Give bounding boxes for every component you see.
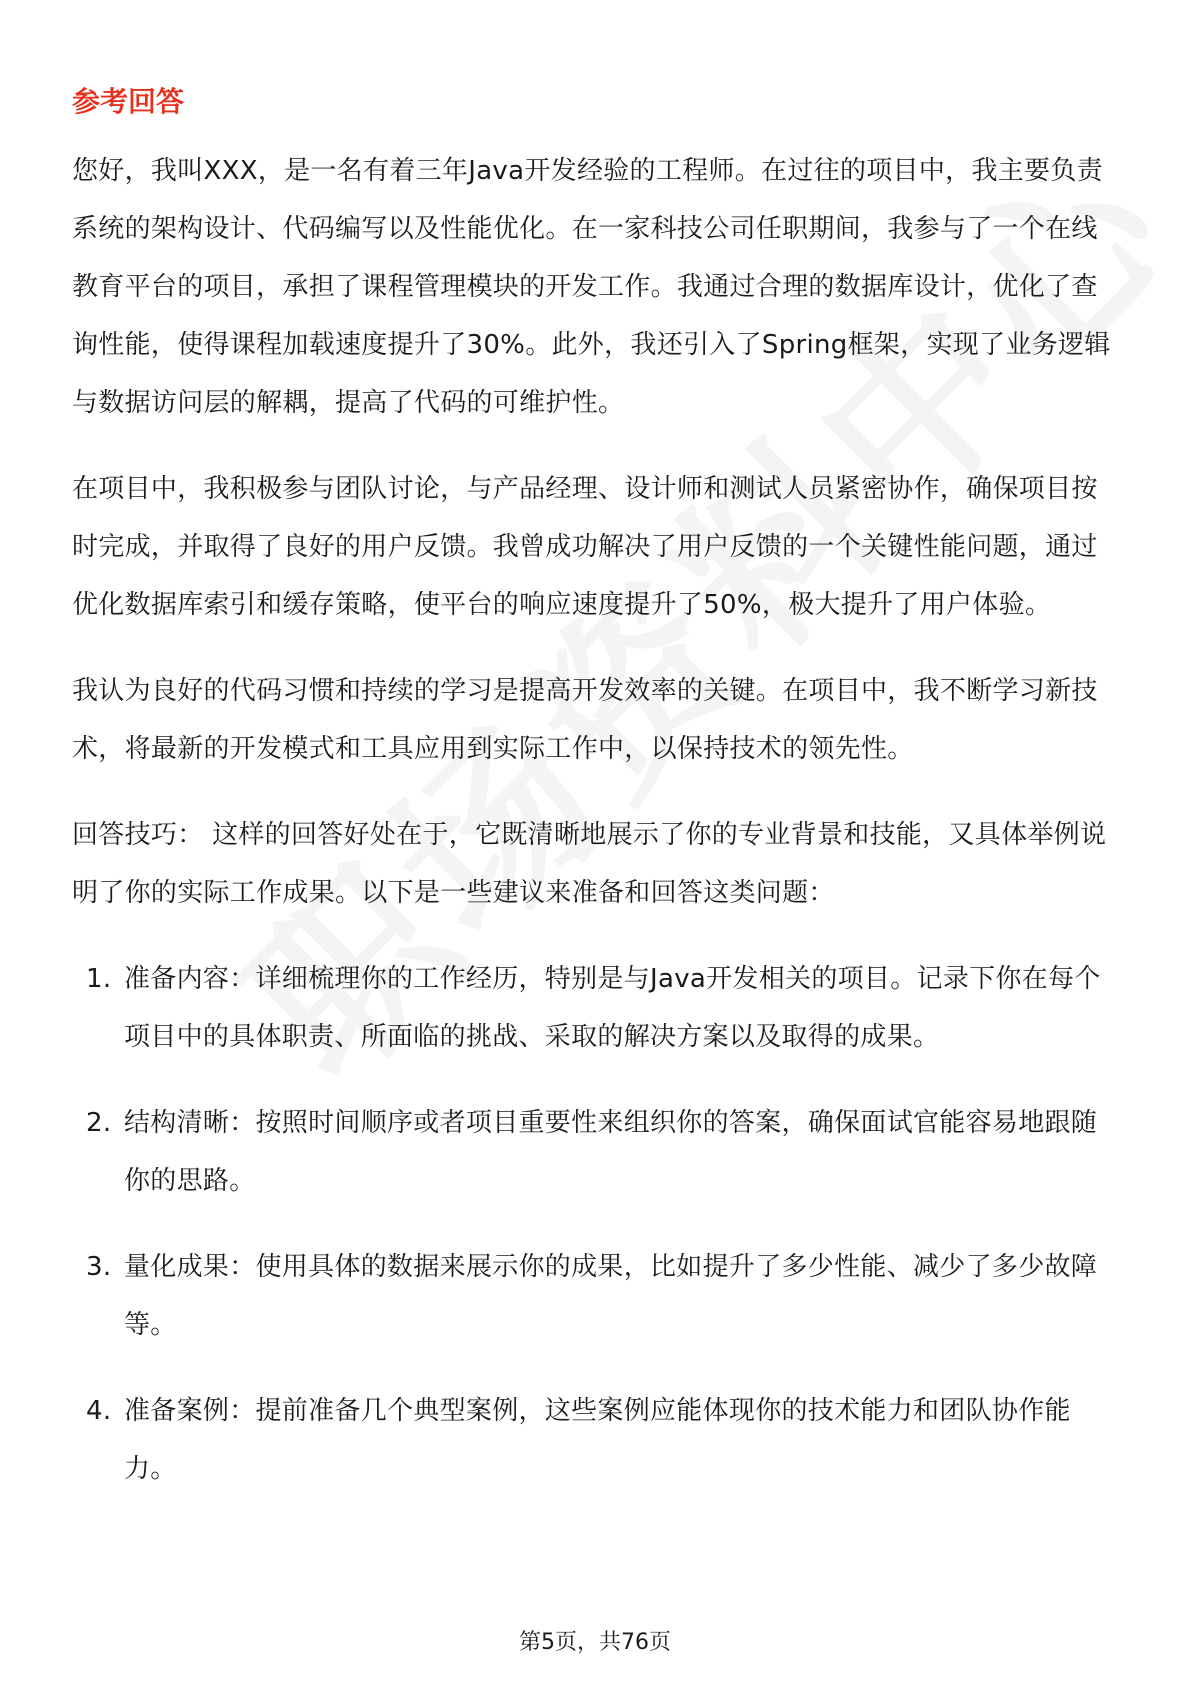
list-number: 2.	[86, 1108, 112, 1138]
list-item	[72, 950, 1120, 1066]
list-item	[72, 1238, 1120, 1354]
section-heading: 参考回答	[72, 85, 185, 118]
document-body	[72, 82, 1120, 1526]
list-text: 量化成果：使用具体的数据来展示你的成果，比如提升了多少性能、减少了多少故障等。	[124, 1252, 1098, 1340]
list-number: 3.	[86, 1252, 112, 1282]
paragraph: 我认为良好的代码习惯和持续的学习是提高开发效率的关键。在项目中，我不断学习新技术，将最新的开发模式和工具应用到实际工作中，以保持技术的领先性。	[72, 676, 1098, 764]
list-item	[72, 1382, 1120, 1498]
paragraph: 您好，我叫XXX，是一名有着三年Java开发经验的工程师。在过往的项目中，我主要负责系统的架构设计、代码编写以及性能优化。在一家科技公司任职期间，我参与了一个在线教育平台的项目，承担了课程管理模块的开发工作。我通过合理的数据库设计，优化了查询性能，使得课程加载速度提升了30%。此外，我还引入了Spring框架，实现了业务逻辑与数据访问层的解耦，提高了代码的可维护性。	[72, 156, 1111, 418]
list-item	[72, 1094, 1120, 1210]
list-text: 准备内容：详细梳理你的工作经历，特别是与Java开发相关的项目。记录下你在每个项目中的具体职责、所面临的挑战、采取的解决方案以及取得的成果。	[124, 964, 1101, 1052]
list-text: 结构清晰：按照时间顺序或者项目重要性来组织你的答案，确保面试官能容易地跟随你的思路。	[124, 1108, 1098, 1196]
paragraph: 在项目中，我积极参与团队讨论，与产品经理、设计师和测试人员紧密协作，确保项目按时完成，并取得了良好的用户反馈。我曾成功解决了用户反馈的一个关键性能问题，通过优化数据库索引和缓存策略，使平台的响应速度提升了50%，极大提升了用户体验。	[72, 474, 1098, 620]
page-number: 第5页，共76页	[519, 1630, 671, 1655]
list-text: 准备案例：提前准备几个典型案例，这些案例应能体现你的技术能力和团队协作能力。	[124, 1396, 1071, 1484]
list-number: 1.	[86, 964, 112, 994]
paragraph: 回答技巧： 这样的回答好处在于，它既清晰地展示了你的专业背景和技能，又具体举例说明了你的实际工作成果。以下是一些建议来准备和回答这类问题：	[72, 820, 1107, 908]
tips-list	[72, 950, 1120, 1498]
list-number: 4.	[86, 1396, 112, 1426]
